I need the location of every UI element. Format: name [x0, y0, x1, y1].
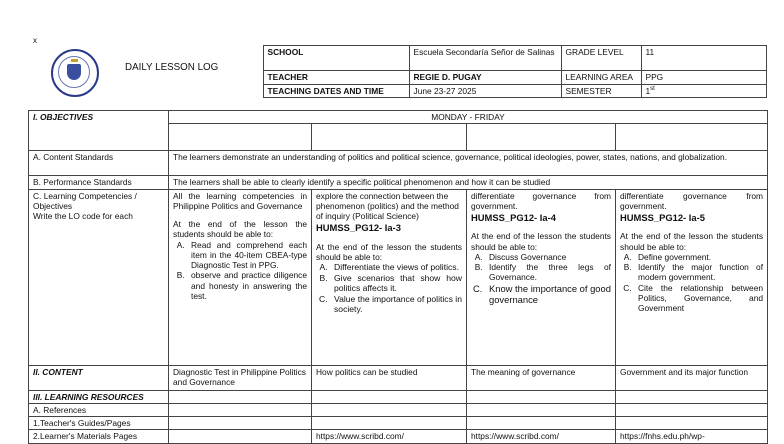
area-label: LEARNING AREA	[561, 71, 641, 84]
dates-value: June 23-27 2025	[409, 84, 561, 97]
objectives-blank-4	[616, 124, 768, 151]
school-label: SCHOOL	[263, 46, 409, 71]
performance-standards-text: The learners shall be able to clearly identify a specific political phenomenon and how it can be studied	[169, 176, 768, 189]
competency-lead: At the end of the lesson the students should be able to:	[173, 219, 307, 240]
teacher-value: REGIE D. PUGAY	[409, 71, 561, 84]
lo-code: HUMSS_PG12- Ia-4	[471, 212, 556, 223]
competency-cell-2	[312, 189, 467, 365]
area-value: PPG	[641, 71, 767, 84]
page-title: DAILY LESSON LOG	[125, 61, 219, 73]
content-cell-4: Government and its major function	[616, 365, 768, 390]
corner-mark: x	[33, 36, 37, 45]
competency-lead: At the end of the lesson the students should be able to:	[471, 231, 611, 252]
objective-item: B. Identify the three legs of Governance.	[485, 262, 611, 283]
competency-cell-3	[467, 189, 616, 365]
objective-item: A. Read and comprehend each item in the 40-item CBEA-type Diagnostic Test in PPG.	[187, 240, 307, 271]
objective-item: B. observe and practice diligence and honesty in answering the test.	[187, 270, 307, 301]
lo-code: HUMSS_PG12- Ia-5	[620, 212, 705, 223]
resources-heading: III. LEARNING RESOURCES	[29, 390, 169, 403]
competency-intro: All the learning competencies in Philippine Politics and Governance	[173, 190, 307, 211]
days-header: MONDAY - FRIDAY	[169, 111, 768, 124]
content-cell-3: The meaning of governance	[467, 365, 616, 390]
teachers-guide-label: 1.Teacher's Guides/Pages	[29, 417, 169, 430]
competency-cell-4	[616, 189, 768, 365]
content-cell-1: Diagnostic Test in Philippine Politics and Governance	[169, 365, 312, 390]
lm-link-1	[169, 430, 312, 443]
learners-materials-label: 2.Learner's Materials Pages	[29, 430, 169, 443]
objectives-blank-2	[312, 124, 467, 151]
content-standards-label: A. Content Standards	[29, 151, 169, 176]
competency-lead: At the end of the lesson the students should be able to:	[316, 241, 462, 262]
objective-item: C. Value the importance of politics in society.	[330, 294, 462, 315]
school-value: Escuela Secondaría Señor de Salinas	[409, 46, 561, 71]
performance-standards-label: B. Performance Standards	[29, 176, 169, 189]
objectives-blank-1	[169, 124, 312, 151]
references-label: A. References	[29, 403, 169, 416]
semester-label: SEMESTER	[561, 84, 641, 97]
content-heading: II. CONTENT	[29, 365, 169, 390]
grade-label: GRADE LEVEL	[561, 46, 641, 71]
lm-link-3[interactable]: https://www.scribd.com/	[467, 430, 616, 443]
competency-intro: differentiate governance from government.	[620, 190, 764, 211]
objectives-blank-3	[467, 124, 616, 151]
objectives-heading: I. OBJECTIVES	[29, 111, 169, 151]
competencies-title: C. Learning Competencies / Objectives	[33, 190, 137, 211]
lo-code: HUMSS_PG12- Ia-3	[316, 222, 401, 234]
header-logo-cell	[29, 46, 263, 98]
objective-item: B. Give scenarios that show how politics affects it.	[330, 273, 462, 294]
objective-item: A. Define government.	[634, 252, 763, 262]
competencies-subtitle: Write the LO code for each	[33, 211, 133, 221]
teacher-label: TEACHER	[263, 71, 409, 84]
competency-intro: differentiate governance from government.	[471, 190, 611, 211]
grade-value: 11	[641, 46, 767, 71]
lm-link-4[interactable]: https://fnhs.edu.ph/wp-	[616, 430, 768, 443]
objective-item: C. Cite the relationship between Politics, Governance, and Government	[634, 283, 763, 314]
content-cell-2: How politics can be studied	[312, 365, 467, 390]
objective-item: C. Know the importance of good governance	[485, 283, 611, 306]
competencies-label	[29, 189, 169, 365]
lesson-log-table	[28, 110, 768, 444]
competency-lead: At the end of the lesson the students should be able to:	[620, 231, 764, 252]
objective-item: A. Differentiate the views of politics.	[330, 262, 462, 272]
lesson-log-header	[29, 45, 767, 98]
dates-label: TEACHING DATES AND TIME	[263, 84, 409, 97]
objective-item: A. Discuss Governance	[485, 252, 611, 262]
competency-cell-1	[169, 189, 312, 365]
content-standards-text: The learners demonstrate an understanding of politics and political science, governance, political ideologies, power, states, nations, and globalization.	[169, 151, 768, 176]
objective-item: B. Identify the major function of modern government.	[634, 262, 763, 283]
lm-link-2[interactable]: https://www.scribd.com/	[312, 430, 467, 443]
competency-intro: explore the connection between the phenomenon (politics) and the method of inquiry (Political Science)	[316, 190, 459, 221]
deped-seal-icon	[51, 46, 99, 97]
semester-value: 1st	[641, 84, 767, 97]
